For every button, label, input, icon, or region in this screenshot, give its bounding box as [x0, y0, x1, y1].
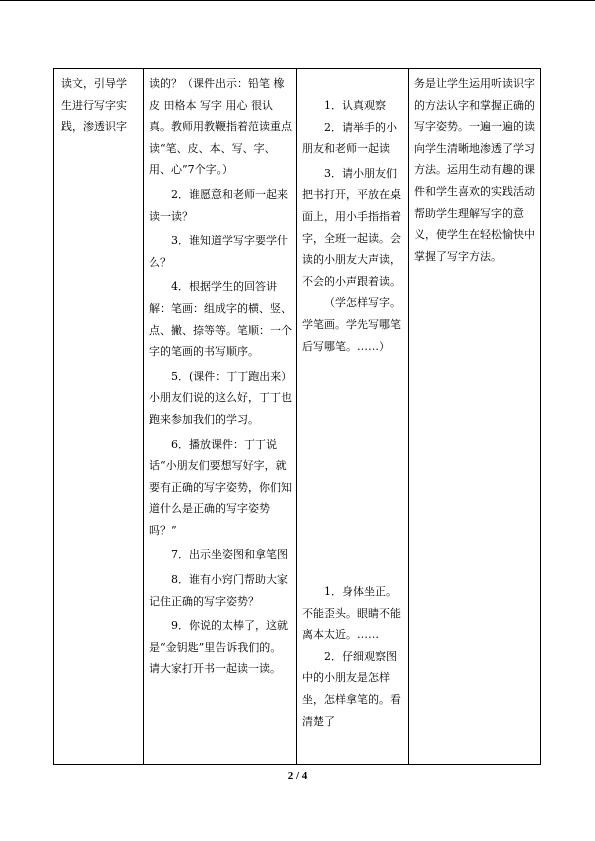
- teacher-step: 2．谁愿意和老师一起来读一读？: [149, 187, 288, 223]
- column-divider: [296, 69, 297, 764]
- teacher-step: 8．谁有小窍门帮助大家记住正确的写字姿势？: [149, 573, 288, 608]
- column-teaching-goal: [61, 73, 139, 138]
- column-design-intent: [414, 73, 538, 267]
- column-divider: [143, 69, 144, 764]
- student-step: 3．请小朋友们把书打开，平放在桌面上，用小手指指着字，全班一起读。会读的小朋友大声读，不会的小声跟着读。: [302, 166, 401, 288]
- student-step: 2．仔细观察图中的小朋友是怎样坐，怎样拿笔的。看清楚了: [302, 649, 401, 728]
- teacher-step: 4．根据学生的回答讲解：笔画：组成字的横、竖、点、撇、捺等等。笔顺：一个字的笔画的书写顺序。: [149, 280, 292, 359]
- page-top-rule: [0, 0, 595, 1]
- student-step: 1．身体坐正。不能歪头。眼睛不能离本太近。……: [302, 585, 401, 642]
- goal-line: 读文，引导学: [61, 77, 127, 90]
- column-divider: [408, 69, 409, 764]
- goal-line: 生进行写字实: [61, 98, 127, 112]
- student-step: 2．请举手的小朋友和老师一起读: [302, 120, 397, 156]
- teacher-step: 9．你说的太棒了，这就是“金钥匙”里告诉我们的。请大家打开书一起读一读。: [149, 619, 288, 676]
- goal-line: 践，渗透识字: [61, 120, 127, 134]
- teacher-step: 3．谁知道学写字要学什么？: [149, 234, 288, 269]
- page-number: 2 / 4: [287, 770, 308, 782]
- column-teacher-activity: [149, 73, 292, 680]
- student-step: 1．认真观察: [324, 99, 386, 112]
- teacher-step: 7．出示坐姿图和拿笔图: [171, 548, 288, 562]
- teacher-step: 5．(课件：丁丁跑出来）小朋友们说的这么好，丁丁也跑来参加我们的学习。: [149, 369, 292, 426]
- student-step: （学怎样写字。学笔画。学先写哪笔后写哪笔。……）: [302, 296, 401, 353]
- teacher-step: 读的？（课件出示：铅笔 橡皮 田格本 写字 用心 很认真。教师用教鞭指着范读重点读“笔、皮、本、写、字、用、心”7个字。）: [149, 77, 292, 177]
- column-student-activity-top: [302, 95, 404, 357]
- column-student-activity-bottom: [302, 581, 404, 732]
- lesson-plan-table: [53, 68, 541, 765]
- design-intent-text: 务是让学生运用听读识字的方法认字和掌握正确的写字姿势。一遍一遍的读向学生清晰地渗透了学习方法。运用生动有趣的课件和学生喜欢的实践活动帮助学生理解写字的意义，使学生在轻松愉快中掌握了写字方法。: [414, 77, 535, 263]
- teacher-step: 6．播放课件：丁丁说话“小朋友们要想写好字，就要有正确的写字姿势，你们知道什么是正确的写字姿势吗？”: [149, 437, 292, 537]
